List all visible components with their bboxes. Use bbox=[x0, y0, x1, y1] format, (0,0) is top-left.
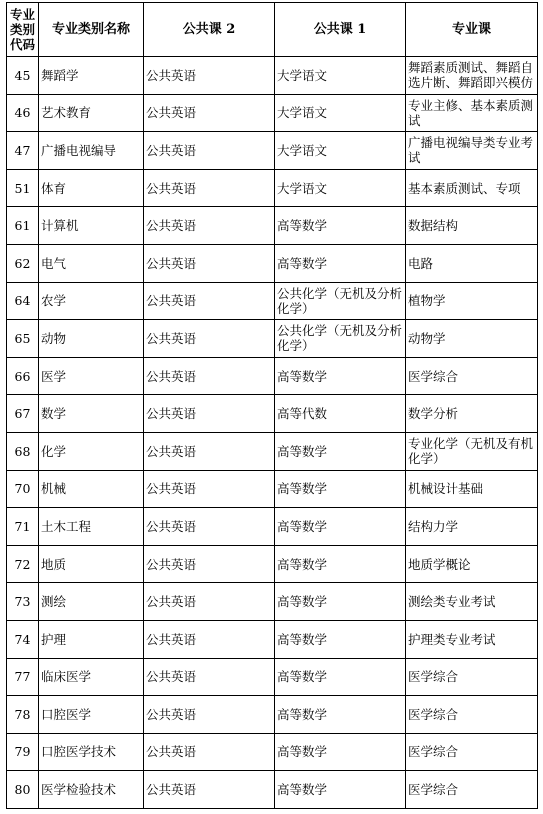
cell-public-course-1: 高等数学 bbox=[275, 470, 406, 508]
cell-major-course: 医学综合 bbox=[406, 771, 538, 809]
cell-major-course: 数据结构 bbox=[406, 207, 538, 245]
table-row bbox=[7, 771, 538, 809]
cell-code: 67 bbox=[7, 395, 39, 433]
cell-name: 舞蹈学 bbox=[39, 57, 144, 95]
cell-name: 农学 bbox=[39, 282, 144, 320]
cell-code: 77 bbox=[7, 658, 39, 696]
cell-code: 74 bbox=[7, 620, 39, 658]
cell-public-course-2: 公共英语 bbox=[144, 696, 275, 734]
cell-name: 体育 bbox=[39, 169, 144, 207]
cell-public-course-1: 高等数学 bbox=[275, 545, 406, 583]
table-row bbox=[7, 244, 538, 282]
cell-public-course-1: 公共化学（无机及分析化学） bbox=[275, 282, 406, 320]
cell-public-course-2: 公共英语 bbox=[144, 282, 275, 320]
cell-major-course: 结构力学 bbox=[406, 508, 538, 546]
cell-public-course-1: 高等数学 bbox=[275, 583, 406, 621]
cell-public-course-2: 公共英语 bbox=[144, 244, 275, 282]
cell-public-course-2: 公共英语 bbox=[144, 132, 275, 170]
table-row bbox=[7, 395, 538, 433]
cell-name: 口腔医学技术 bbox=[39, 733, 144, 771]
header-major-course: 专业课 bbox=[406, 3, 538, 57]
cell-public-course-2: 公共英语 bbox=[144, 169, 275, 207]
cell-public-course-1: 高等数学 bbox=[275, 357, 406, 395]
cell-code: 46 bbox=[7, 94, 39, 132]
cell-public-course-1: 高等数学 bbox=[275, 771, 406, 809]
cell-name: 医学 bbox=[39, 357, 144, 395]
cell-code: 51 bbox=[7, 169, 39, 207]
cell-name: 广播电视编导 bbox=[39, 132, 144, 170]
cell-public-course-1: 大学语文 bbox=[275, 169, 406, 207]
table-row bbox=[7, 357, 538, 395]
exam-subjects-table-container bbox=[6, 2, 537, 809]
cell-public-course-2: 公共英语 bbox=[144, 771, 275, 809]
table-row bbox=[7, 132, 538, 170]
table-row bbox=[7, 696, 538, 734]
cell-code: 45 bbox=[7, 57, 39, 95]
cell-code: 61 bbox=[7, 207, 39, 245]
cell-public-course-2: 公共英语 bbox=[144, 357, 275, 395]
header-public-course-2: 公共课 2 bbox=[144, 3, 275, 57]
table-row bbox=[7, 545, 538, 583]
cell-code: 65 bbox=[7, 320, 39, 358]
cell-major-course: 医学综合 bbox=[406, 357, 538, 395]
cell-public-course-1: 高等数学 bbox=[275, 432, 406, 470]
cell-name: 土木工程 bbox=[39, 508, 144, 546]
cell-major-course: 地质学概论 bbox=[406, 545, 538, 583]
cell-code: 70 bbox=[7, 470, 39, 508]
table-row bbox=[7, 508, 538, 546]
cell-major-course: 护理类专业考试 bbox=[406, 620, 538, 658]
cell-public-course-1: 高等数学 bbox=[275, 508, 406, 546]
cell-name: 化学 bbox=[39, 432, 144, 470]
table-header-row bbox=[7, 3, 538, 57]
cell-code: 73 bbox=[7, 583, 39, 621]
cell-name: 计算机 bbox=[39, 207, 144, 245]
cell-major-course: 专业主修、基本素质测试 bbox=[406, 94, 538, 132]
table-row bbox=[7, 94, 538, 132]
cell-public-course-1: 大学语文 bbox=[275, 132, 406, 170]
cell-major-course: 基本素质测试、专项 bbox=[406, 169, 538, 207]
table-row bbox=[7, 733, 538, 771]
cell-major-course: 专业化学（无机及有机化学） bbox=[406, 432, 538, 470]
cell-public-course-1: 高等数学 bbox=[275, 733, 406, 771]
table-row bbox=[7, 207, 538, 245]
cell-public-course-2: 公共英语 bbox=[144, 583, 275, 621]
cell-public-course-1: 大学语文 bbox=[275, 57, 406, 95]
cell-public-course-1: 高等数学 bbox=[275, 696, 406, 734]
cell-public-course-2: 公共英语 bbox=[144, 395, 275, 433]
cell-code: 64 bbox=[7, 282, 39, 320]
cell-code: 47 bbox=[7, 132, 39, 170]
header-public-course-1: 公共课 1 bbox=[275, 3, 406, 57]
cell-name: 电气 bbox=[39, 244, 144, 282]
cell-major-course: 广播电视编导类专业考试 bbox=[406, 132, 538, 170]
cell-name: 医学检验技术 bbox=[39, 771, 144, 809]
cell-code: 79 bbox=[7, 733, 39, 771]
cell-major-course: 机械设计基础 bbox=[406, 470, 538, 508]
cell-major-course: 医学综合 bbox=[406, 658, 538, 696]
cell-name: 测绘 bbox=[39, 583, 144, 621]
cell-public-course-2: 公共英语 bbox=[144, 470, 275, 508]
table-row bbox=[7, 470, 538, 508]
cell-major-course: 动物学 bbox=[406, 320, 538, 358]
cell-major-course: 植物学 bbox=[406, 282, 538, 320]
cell-public-course-2: 公共英语 bbox=[144, 207, 275, 245]
cell-public-course-1: 公共化学（无机及分析化学） bbox=[275, 320, 406, 358]
cell-major-course: 电路 bbox=[406, 244, 538, 282]
cell-public-course-2: 公共英语 bbox=[144, 432, 275, 470]
cell-name: 口腔医学 bbox=[39, 696, 144, 734]
cell-public-course-1: 高等数学 bbox=[275, 658, 406, 696]
cell-public-course-1: 高等代数 bbox=[275, 395, 406, 433]
cell-code: 80 bbox=[7, 771, 39, 809]
cell-public-course-1: 高等数学 bbox=[275, 244, 406, 282]
table-row bbox=[7, 57, 538, 95]
cell-code: 66 bbox=[7, 357, 39, 395]
cell-name: 动物 bbox=[39, 320, 144, 358]
table-row bbox=[7, 320, 538, 358]
cell-public-course-2: 公共英语 bbox=[144, 57, 275, 95]
cell-code: 62 bbox=[7, 244, 39, 282]
header-category-code: 专业类别代码 bbox=[7, 3, 39, 57]
cell-public-course-2: 公共英语 bbox=[144, 733, 275, 771]
table-row bbox=[7, 583, 538, 621]
cell-name: 数学 bbox=[39, 395, 144, 433]
table-row bbox=[7, 432, 538, 470]
cell-major-course: 舞蹈素质测试、舞蹈自选片断、舞蹈即兴模仿 bbox=[406, 57, 538, 95]
cell-code: 71 bbox=[7, 508, 39, 546]
cell-major-course: 测绘类专业考试 bbox=[406, 583, 538, 621]
table-row bbox=[7, 620, 538, 658]
cell-code: 72 bbox=[7, 545, 39, 583]
cell-major-course: 医学综合 bbox=[406, 696, 538, 734]
cell-public-course-2: 公共英语 bbox=[144, 508, 275, 546]
table-row bbox=[7, 169, 538, 207]
cell-major-course: 医学综合 bbox=[406, 733, 538, 771]
cell-public-course-1: 大学语文 bbox=[275, 94, 406, 132]
exam-subjects-table bbox=[6, 2, 538, 809]
cell-public-course-1: 高等数学 bbox=[275, 620, 406, 658]
cell-public-course-2: 公共英语 bbox=[144, 94, 275, 132]
cell-major-course: 数学分析 bbox=[406, 395, 538, 433]
cell-code: 78 bbox=[7, 696, 39, 734]
cell-name: 临床医学 bbox=[39, 658, 144, 696]
cell-name: 护理 bbox=[39, 620, 144, 658]
header-category-name: 专业类别名称 bbox=[39, 3, 144, 57]
cell-name: 地质 bbox=[39, 545, 144, 583]
cell-name: 艺术教育 bbox=[39, 94, 144, 132]
table-row bbox=[7, 282, 538, 320]
cell-public-course-2: 公共英语 bbox=[144, 545, 275, 583]
cell-code: 68 bbox=[7, 432, 39, 470]
cell-name: 机械 bbox=[39, 470, 144, 508]
cell-public-course-1: 高等数学 bbox=[275, 207, 406, 245]
cell-public-course-2: 公共英语 bbox=[144, 320, 275, 358]
cell-public-course-2: 公共英语 bbox=[144, 658, 275, 696]
cell-public-course-2: 公共英语 bbox=[144, 620, 275, 658]
table-row bbox=[7, 658, 538, 696]
